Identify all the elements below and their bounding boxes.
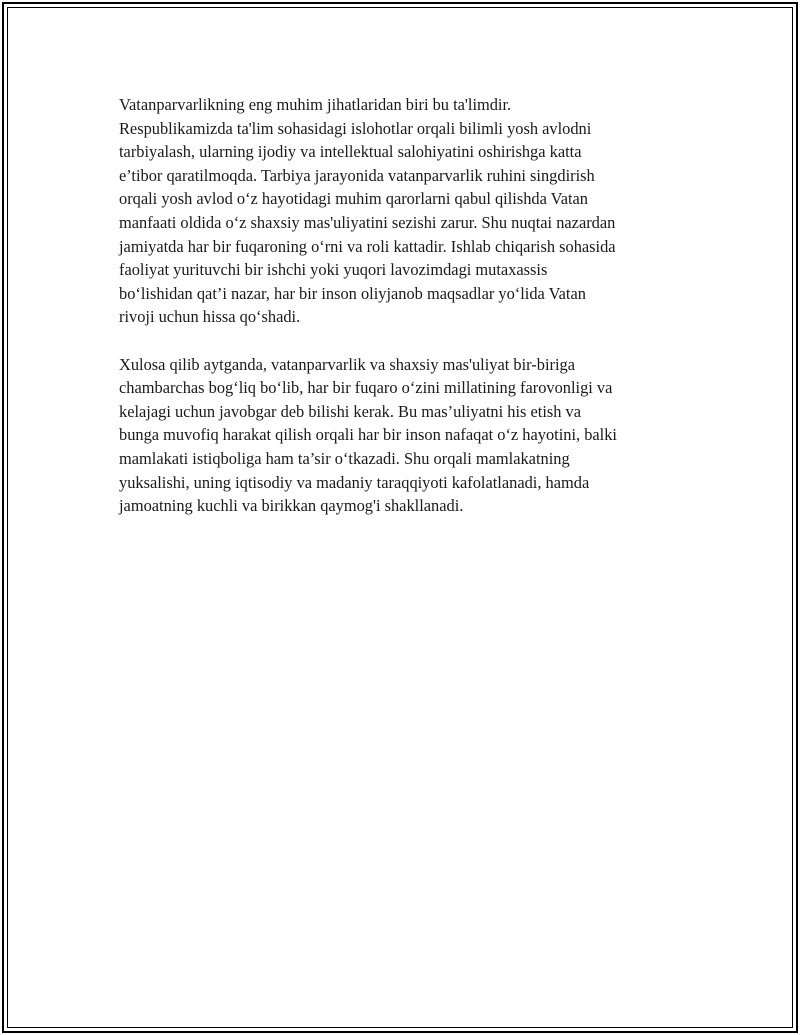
text-line: chambarchas bog‘liq bo‘lib, har bir fuqaro o‘zini millatining farovonligi va [119, 378, 613, 398]
text-line: manfaati oldida o‘z shaxsiy mas'uliyatini sezishi zarur. Shu nuqtai nazardan [119, 212, 616, 232]
text-line: Respublikamizda ta'lim sohasidagi islohotlar orqali bilimli yosh avlodni [119, 118, 592, 138]
text-line: faoliyat yurituvchi bir ishchi yoki yuqori lavozimdagi mutaxassis [119, 260, 548, 280]
text-line: Vatanparvarlikning eng muhim jihatlaridan biri bu ta'limdir. [119, 95, 512, 114]
text-line: Xulosa qilib aytganda, vatanparvarlik va shaxsiy mas'uliyat bir-biriga [119, 354, 575, 374]
text-line: e’tibor qaratilmoqda. Tarbiya jarayonida vatanparvarlik ruhini singdirish [119, 165, 595, 185]
document-body [119, 93, 699, 518]
text-line: orqali yosh avlod o‘z hayotidagi muhim qarorlarni qabul qilishda Vatan [119, 189, 589, 209]
paragraph-conclusion [119, 353, 699, 518]
paragraph-patriotism-education [119, 93, 699, 329]
text-line: mamlakati istiqboliga ham ta’sir o‘tkazadi. Shu orqali mamlakatning [119, 448, 570, 468]
text-line: jamoatning kuchli va birikkan qaymog'i shakllanadi. [119, 496, 464, 516]
text-line: kelajagi uchun javobgar deb bilishi kerak. Bu mas’uliyatni his etish va [119, 401, 582, 421]
text-line: bunga muvofiq harakat qilish orqali har bir inson nafaqat o‘z hayotini, balki [119, 425, 617, 445]
text-line: yuksalishi, uning iqtisodiy va madaniy taraqqiyoti kafolatlanadi, hamda [119, 472, 590, 492]
text-line: jamiyatda har bir fuqaroning o‘rni va roli kattadir. Ishlab chiqarish sohasida [119, 236, 616, 256]
text-line: bo‘lishidan qat’i nazar, har bir inson oliyjanob maqsadlar yo‘lida Vatan [119, 283, 586, 303]
text-line: tarbiyalash, ularning ijodiy va intellektual salohiyatini oshirishga katta [119, 142, 582, 162]
text-line: rivoji uchun hissa qo‘shadi. [119, 307, 301, 327]
